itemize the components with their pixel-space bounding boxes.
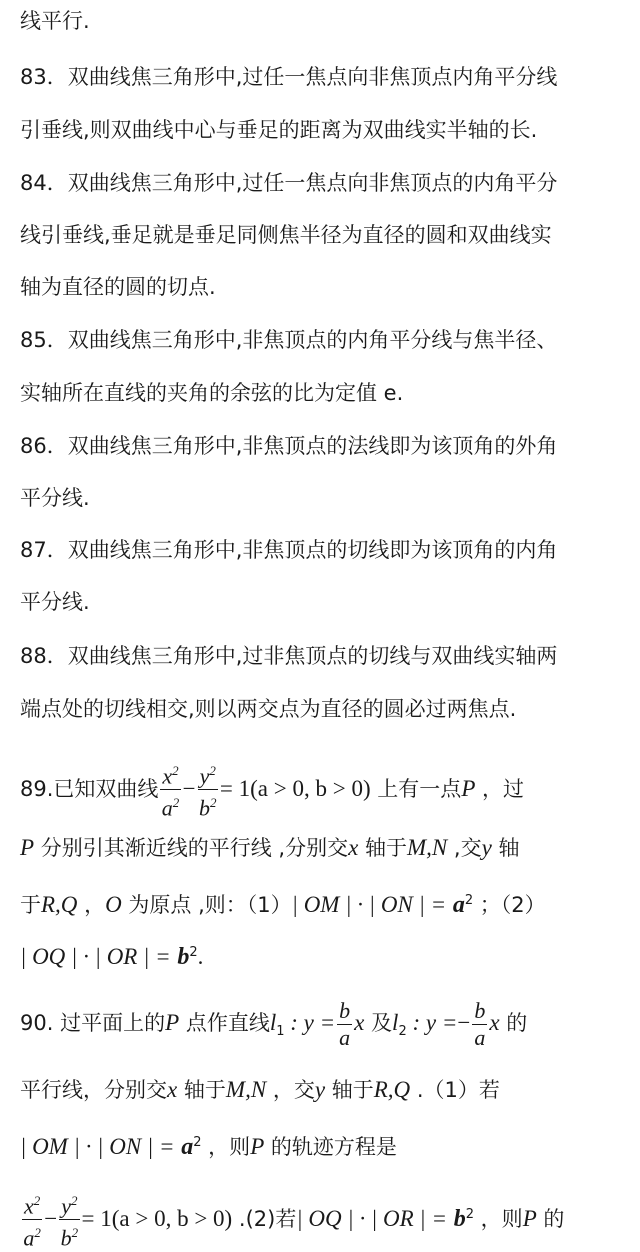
item-85-line-1: 85．双曲线焦三角形中,非焦顶点的内角平分线与焦半径、 xyxy=(20,328,558,352)
item-84-line-3: 轴为直径的圆的切点. xyxy=(20,275,216,299)
item-88-line-2: 端点处的切线相交,则以两交点为直径的圆必过两焦点. xyxy=(20,697,517,721)
minus-sign: − xyxy=(182,775,196,801)
item-85-line-2: 实轴所在直线的夹角的余弦的比为定值 e. xyxy=(20,381,404,405)
item-90-line-3: | OM | · | ON | = $a^2$ ，则P 的轨迹方程是 xyxy=(20,1134,397,1160)
item-84-line-2: 线引垂线,垂足就是垂足同侧焦半径为直径的圆和双曲线实 xyxy=(20,223,552,247)
text-line: 线平行. xyxy=(20,9,90,33)
item-88-line-1: 88．双曲线焦三角形中,过非焦顶点的切线与双曲线实轴两 xyxy=(20,644,558,668)
item-87-line-1: 87．双曲线焦三角形中,非焦顶点的切线即为该顶角的内角 xyxy=(20,538,558,562)
item-89-line-2: P 分别引其渐近线的平行线 ,分别交x 轴于M,N ,交y 轴 xyxy=(20,835,520,860)
item-86-line-1: 86．双曲线焦三角形中,非焦顶点的法线即为该顶角的外角 xyxy=(20,434,558,458)
item-86-line-2: 平分线. xyxy=(20,486,90,510)
item-83-line-1: 83．双曲线焦三角形中,过任一焦点向非焦顶点内角平分线 xyxy=(20,65,558,89)
condition-text: = 1(a > 0, b > 0) xyxy=(219,775,371,801)
fraction-x2-a2: $\frac{x^2}{a^2}$ xyxy=(160,758,180,822)
item-87-line-2: 平分线. xyxy=(20,590,90,614)
fraction-y2-b2: $\frac{y^2}{b^2}$ xyxy=(198,758,218,822)
item-90-line-4: $\frac{x^2}{a^2}$ − $\frac{y^2}{b^2}$ = 1(a > 0, b > 0) .(2)若| OQ | · | OR | = $b^2$ ，则P 的 xyxy=(20,1188,564,1252)
item-83-line-2: 引垂线,则双曲线中心与垂足的距离为双曲线实半轴的长. xyxy=(20,118,538,142)
item-89-line-3: 于R,Q ，O 为原点 ,则：（1）| OM | · | ON | = $a^2$ ；（2） xyxy=(20,892,546,918)
item-89-text: 89.已知双曲线 xyxy=(20,776,159,801)
item-84-line-1: 84．双曲线焦三角形中,过任一焦点向非焦顶点的内角平分 xyxy=(20,171,558,195)
item-90-line-1: 90. 过平面上的P 点作直线$l_1$ : y = $\frac{b}{a}$ x 及$l_2$ : y =− $\frac{b}{a}$ x 的 xyxy=(20,997,528,1050)
item-89-line-4: | OQ | · | OR | = $b^2$. xyxy=(20,944,204,970)
fraction-y2-b2-b: $\frac{y^2}{b^2}$ xyxy=(59,1188,79,1252)
item-90-line-2: 平行线，分别交x 轴于M,N ，交y 轴于R,Q .（1）若 xyxy=(20,1077,500,1102)
fraction-x2-a2-b: $\frac{x^2}{a^2}$ xyxy=(22,1188,42,1252)
item-89-line-1: 89.已知双曲线 $\frac{x^2}{a^2}$ − $\frac{y^2}{b^2}$ = 1(a > 0, b > 0) 上有一点P ，过 xyxy=(20,758,524,822)
fraction-neg-b-a: $\frac{b}{a}$ xyxy=(474,997,486,1050)
fraction-b-a: $\frac{b}{a}$ xyxy=(339,997,351,1050)
